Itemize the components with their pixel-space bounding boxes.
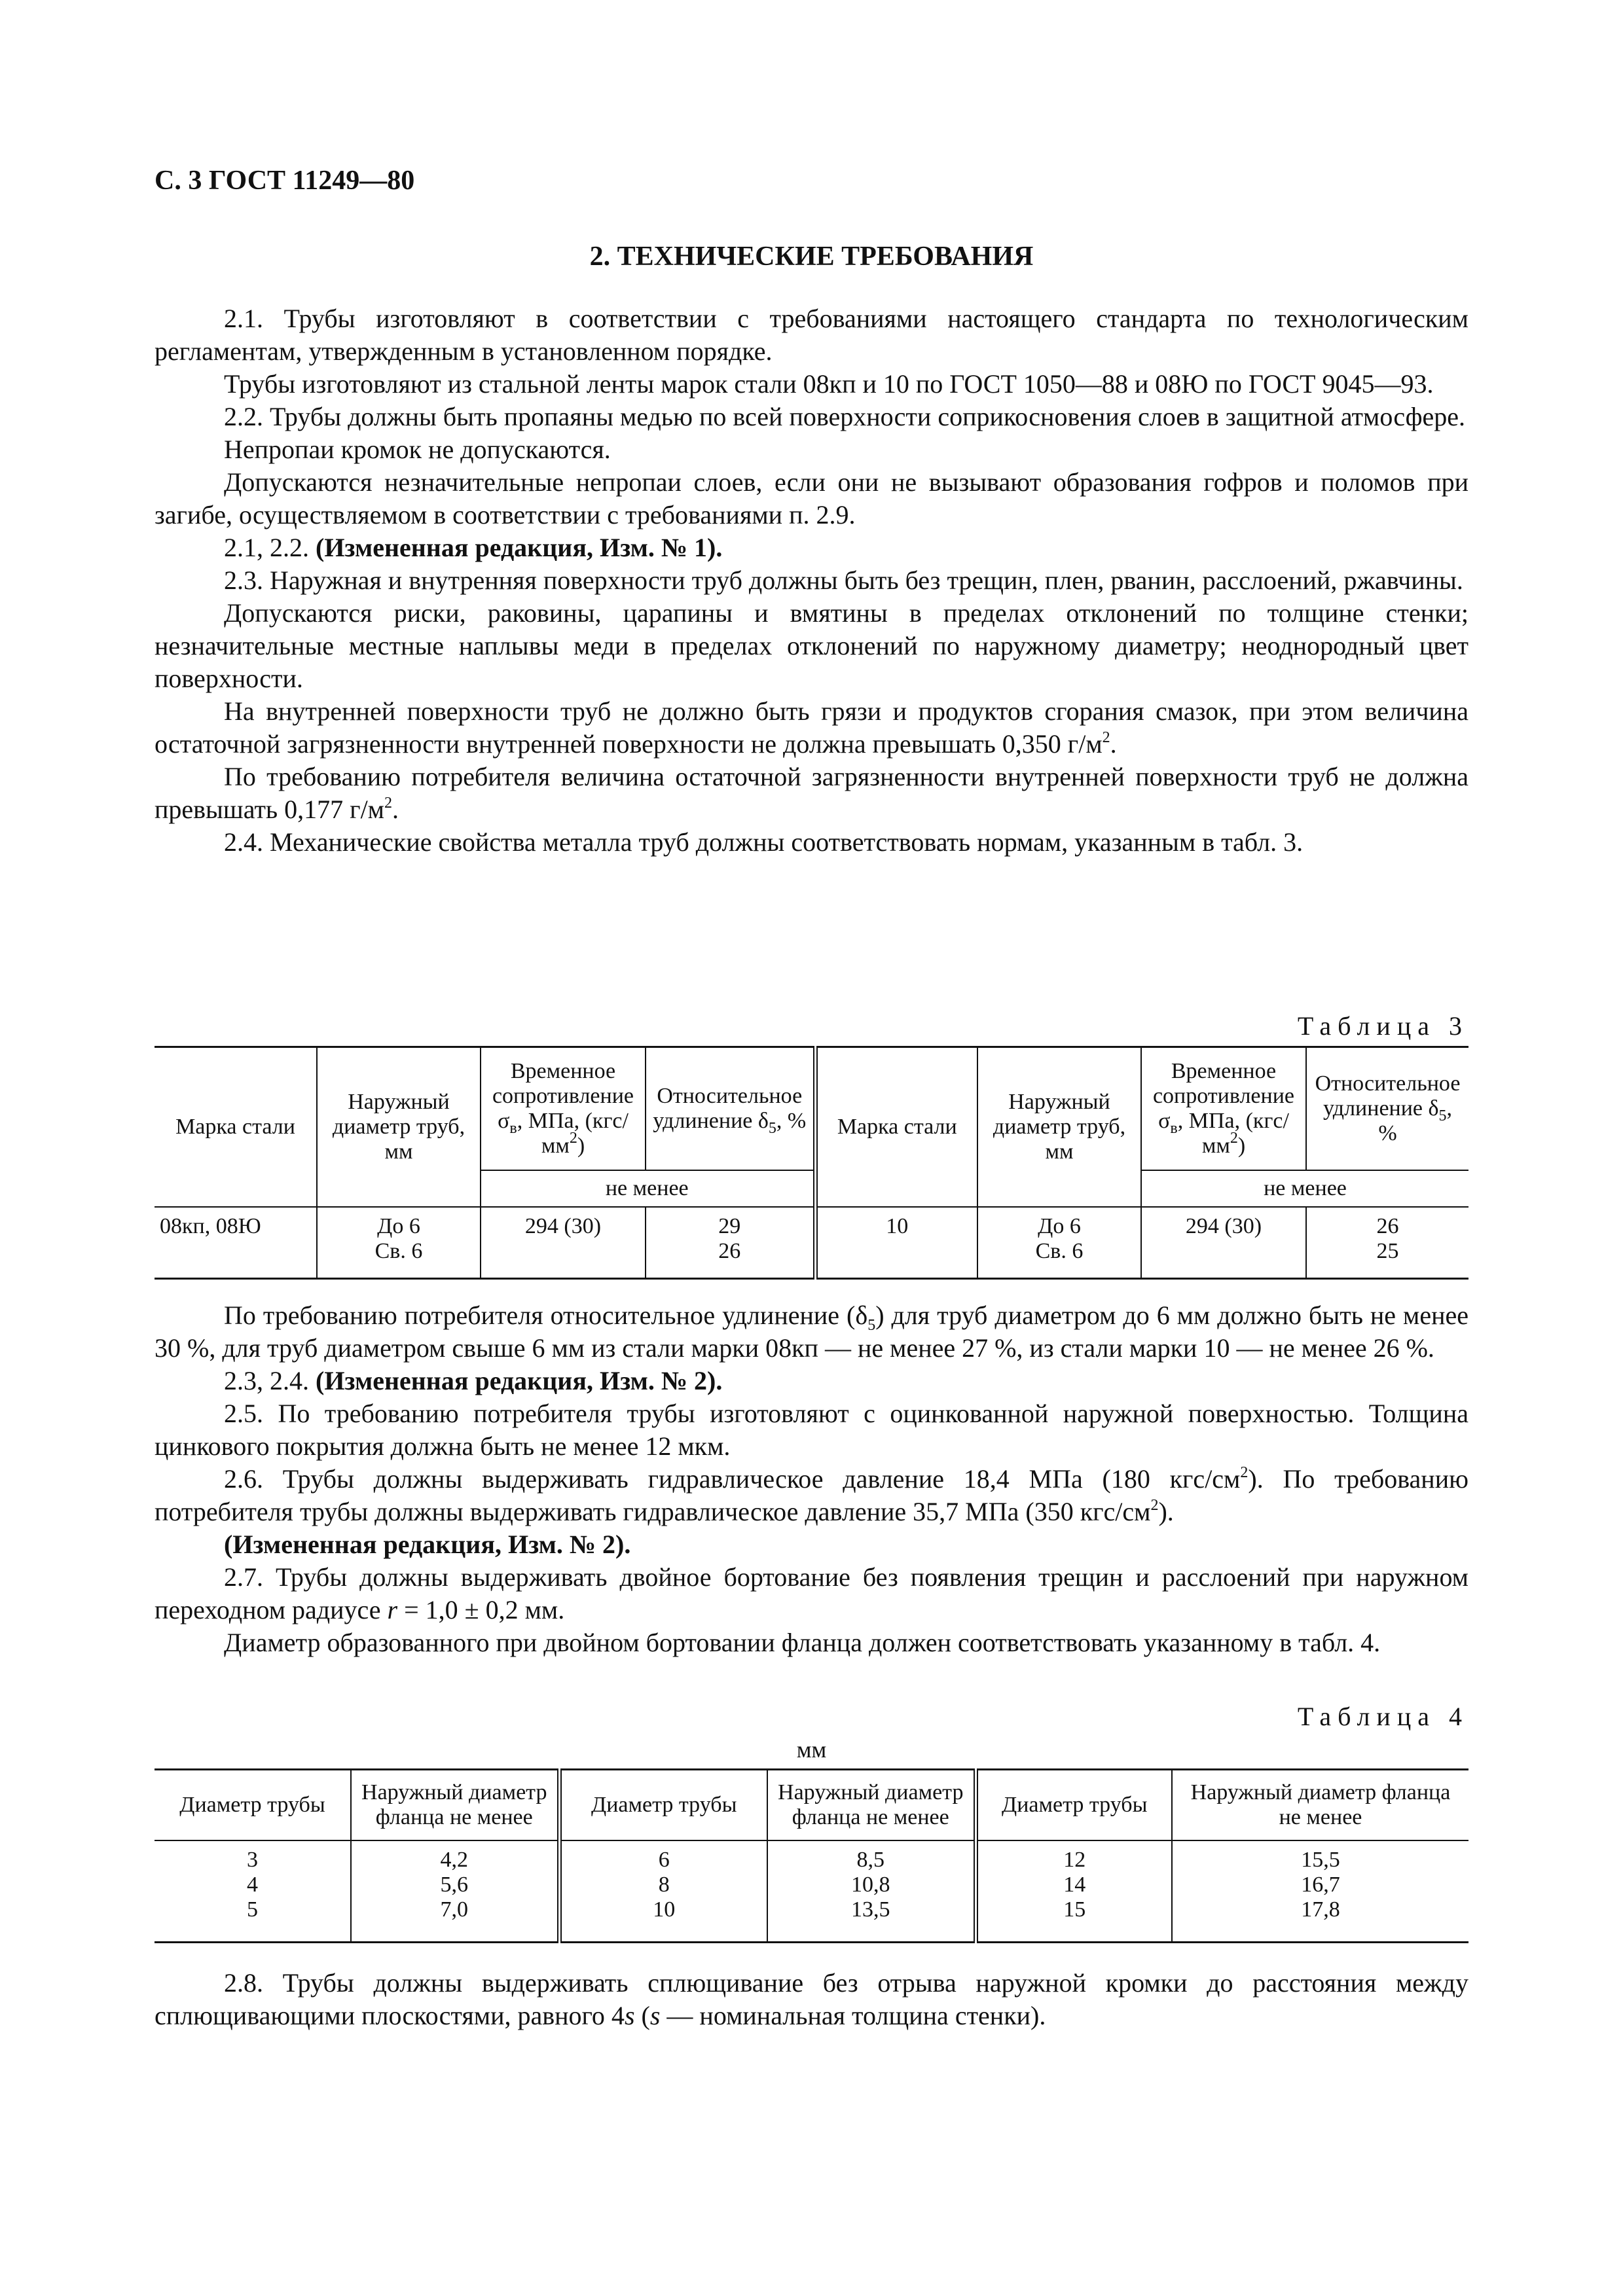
- header-steel-grade: Марка стали: [155, 1047, 317, 1207]
- table-cell-flange: 15,5 16,7 17,8: [1172, 1840, 1468, 1943]
- text-block-middle: [155, 1299, 1468, 1659]
- header-pipe-diameter: Диаметр трубы: [976, 1770, 1172, 1840]
- table4-unit: мм: [796, 1736, 827, 1763]
- table-cell-pipe: 3 4 5: [155, 1840, 351, 1943]
- table-cell-flange: 4,2 5,6 7,0: [351, 1840, 559, 1943]
- amendment-note: (Измененная редакция, Изм. № 2).: [316, 1366, 723, 1395]
- paragraph-2-4: 2.4. Механические свойства металла труб должны соответствовать нормам, указанным в табл. 3.: [224, 827, 1304, 857]
- header-tensile-strength: Временное сопротивление $\sigma_в$, МПа, $(кгс/мм^2)$: [1141, 1047, 1306, 1170]
- section-title: 2. ТЕХНИЧЕСКИЕ ТРЕБОВАНИЯ: [589, 242, 1034, 272]
- header-pipe-diameter: Диаметр трубы: [155, 1770, 351, 1840]
- paragraph-amendment-2b: [155, 1528, 1468, 1561]
- table-4: [155, 1768, 1468, 1943]
- paragraph-2-5: 2.5. По требованию потребителя трубы изготовляют с оцинкованной наружной поверхностью. Толщина цинкового покрытия должна быть не менее 12 мкм.: [155, 1399, 1468, 1461]
- paragraph-2-6: 2.6. Трубы должны выдерживать гидравлическое давление 18,4 МПа (180 кгс/$см^2$). По требованию потребителя трубы должны выдерживать гидравлическое давление 35,7 МПа (350 кгс/$см^2$).: [155, 1463, 1469, 1526]
- table-cell-strength: 294 (30): [1141, 1207, 1306, 1279]
- paragraph-2-2: 2.2. Трубы должны быть пропаяны медью по всей поверхности соприкосновения слоев в защитной атмосфере.: [224, 402, 1466, 431]
- superscript: 2: [1102, 728, 1110, 746]
- consumer-contamination-text: По требованию потребителя величина остаточной загрязненности внутренней поверхности труб не должна превышать 0,177 г/м: [155, 762, 1468, 824]
- paragraph-consumer-contamination: [155, 761, 1468, 826]
- amendment-ref: 2.1, 2.2.: [224, 533, 309, 562]
- header-pipe-diameter: Диаметр трубы: [559, 1770, 767, 1840]
- amendment-note: (Измененная редакция, Изм. № 2).: [224, 1530, 631, 1559]
- text-block-top: [155, 302, 1468, 859]
- superscript: 2: [384, 794, 392, 812]
- amendment-note: (Измененная редакция, Изм. № 1).: [316, 533, 723, 562]
- table-cell-diameter: До 6 Св. 6: [977, 1207, 1141, 1279]
- paragraph-amendment-1: [155, 531, 1468, 564]
- paragraph-2-7: 2.7. Трубы должны выдерживать двойное бортование без появления трещин и расслоений при наружном переходном радиусе r = 1,0 ± 0,2 мм.: [155, 1562, 1468, 1624]
- paragraph-inner-surface: [155, 695, 1468, 761]
- table-cell-elongation: 26 25: [1306, 1207, 1468, 1279]
- paragraph-2-3: 2.3. Наружная и внутренняя поверхности труб должны быть без трещин, плен, рванин, расслоений, ржавчины.: [224, 565, 1463, 595]
- header-outer-diameter: Наружный диаметр труб, мм: [317, 1047, 481, 1207]
- paragraph-flange-diameter: Диаметр образованного при двойном бортовании фланца должен соответствовать указанному в табл. 4.: [224, 1628, 1381, 1657]
- table4-caption: Таблица 4: [1297, 1702, 1468, 1731]
- paragraph-minor-unsoldered: Допускаются незначительные непропаи слоев, если они не вызывают образования гофров и поломов при загибе, осуществляемом в соответствии с требованиями п. 2.9.: [155, 467, 1468, 529]
- table-cell-flange: 8,5 10,8 13,5: [767, 1840, 976, 1943]
- table-cell-diameter: До 6 Св. 6: [317, 1207, 481, 1279]
- paragraph-steel-grades: Трубы изготовляют из стальной ленты марок стали 08кп и 10 по ГОСТ 1050—88 и 08Ю по ГОСТ 9045—93.: [224, 369, 1434, 399]
- table-cell-pipe: 12 14 15: [976, 1840, 1172, 1943]
- header-not-less-than: не менее: [481, 1170, 815, 1207]
- header-not-less-than: не менее: [1141, 1170, 1468, 1207]
- header-steel-grade: Марка стали: [815, 1047, 977, 1207]
- table3-caption: Таблица 3: [1297, 1011, 1468, 1041]
- paragraph-consumer-elongation: По требованию потребителя относительное удлинение $(\delta_5)$ для труб диаметром до 6 мм должно быть не менее 30 %, для труб диаметром свыше 6 мм из стали марки 08кп — не менее 27 %, из стали марки 10 — не менее 26 %.: [155, 1300, 1468, 1363]
- header-elongation: Относительное удлинение $\delta_5$, %: [646, 1047, 815, 1170]
- table-cell-grade: 10: [815, 1207, 977, 1279]
- page-header: С. 3 ГОСТ 11249—80: [155, 166, 415, 196]
- paragraph-no-unsoldered-edges: Непропаи кромок не допускаются.: [224, 435, 611, 464]
- header-flange-diameter: Наружный диаметр фланца не менее: [1172, 1770, 1468, 1840]
- table-cell-elongation: 29 26: [646, 1207, 815, 1279]
- paragraph-2-1: 2.1. Трубы изготовляют в соответствии с требованиями настоящего стандарта по технологическим регламентам, утвержденным в установленном порядке.: [155, 304, 1468, 366]
- table-3: [155, 1046, 1468, 1280]
- table-cell-grade: 08кп, 08Ю: [155, 1207, 317, 1279]
- paragraph-allowed-defects: Допускаются риски, раковины, царапины и вмятины в пределах отклонений по толщине стенки; незначительные местные наплывы меди в пределах отклонений по наружному диаметру; неоднородный цвет поверхности.: [155, 598, 1468, 693]
- header-elongation: Относительное удлинение $\delta_5$, %: [1306, 1047, 1468, 1170]
- period: .: [392, 795, 399, 824]
- header-outer-diameter: Наружный диаметр труб, мм: [977, 1047, 1141, 1207]
- header-flange-diameter: Наружный диаметр фланца не менее: [351, 1770, 559, 1840]
- text-block-bottom: [155, 1967, 1468, 2032]
- inner-surface-text: На внутренней поверхности труб не должно быть грязи и продуктов сгорания смазок, при этом величина остаточной загрязненности внутренней поверхности не должна превышать 0,350 г/м: [155, 696, 1468, 759]
- paragraph-2-8: 2.8. Трубы должны выдерживать сплющивание без отрыва наружной кромки до расстояния между сплющивающими плоскостями, равного 4s (s — номинальная толщина стенки).: [155, 1968, 1468, 2030]
- header-flange-diameter: Наружный диаметр фланца не менее: [767, 1770, 976, 1840]
- amendment-ref: 2.3, 2.4.: [224, 1366, 309, 1395]
- table-cell-pipe: 6 8 10: [559, 1840, 767, 1943]
- paragraph-amendment-2: [155, 1365, 1468, 1397]
- table-cell-strength: 294 (30): [481, 1207, 646, 1279]
- header-tensile-strength: Временное сопротивление $\sigma_в$, МПа, $(кгс/мм^2)$: [481, 1047, 646, 1170]
- period: .: [1110, 729, 1117, 759]
